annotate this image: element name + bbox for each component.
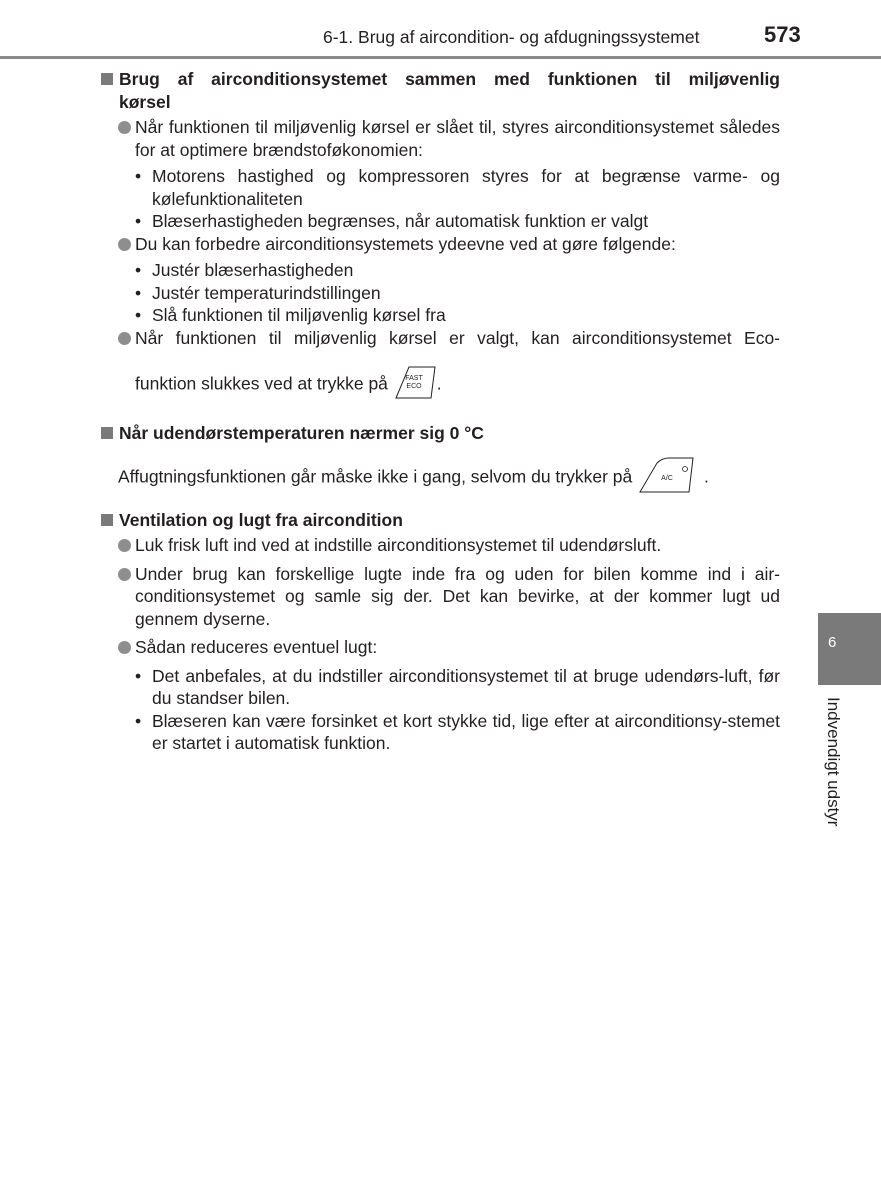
sub-bullet: [135, 282, 780, 305]
item-text: Sådan reduceres eventuel lugt:: [135, 637, 378, 657]
sub-bullet: [135, 165, 780, 210]
bullet-dot-icon: [118, 641, 131, 654]
bullet-dot-icon: [118, 332, 131, 345]
ac-label: A/C: [661, 475, 673, 482]
bullet-text: Justér temperaturindstillingen: [152, 282, 381, 303]
ac-button-icon: [637, 456, 699, 500]
list-item: [117, 116, 780, 161]
paragraph: [118, 456, 780, 500]
bullet-dot-icon: [118, 539, 131, 552]
bullet-text: Blæserhastigheden begrænses, når automatisk funktion er valgt: [152, 211, 649, 231]
bullet-text: Det anbefales, at du indstiller airconditionsystemet til at bruge udendørs-luft, før du standser bilen.: [152, 665, 780, 708]
bullet-icon: •: [135, 282, 142, 303]
list-item: [117, 233, 780, 256]
bullet-text: Slå funktionen til miljøvenlig kørsel fra: [152, 305, 446, 325]
chapter-tab-number: 6: [828, 634, 837, 651]
header-title: 6-1. Brug af aircondition- og afdugningssystemet: [323, 27, 700, 47]
list-item: [117, 636, 780, 659]
section-heading-line: kørsel: [119, 91, 171, 112]
paragraph-text: Affugtningsfunktionen går måske ikke i gang, selvom du trykker på: [118, 466, 633, 487]
section-heading-text: Når udendørstemperaturen nærmer sig 0 °C: [119, 422, 484, 443]
item-text: Under brug kan forskellige lugte inde fra og uden for bilen komme ind i air-conditionsystemet og samle sig der. Det kan bevirke, at der kommer lugt ud gennem dyserne.: [135, 563, 780, 629]
sub-bullet: [135, 710, 780, 755]
item-text: Når funktionen til miljøvenlig kørsel er slået til, styres airconditionsystemet således for at optimere brændstoføkonomien:: [135, 117, 780, 160]
sub-bullet: [135, 665, 780, 710]
list-item: [117, 563, 780, 631]
bullet-dot-icon: [118, 121, 131, 134]
punctuation: .: [704, 466, 709, 487]
list-item: [117, 534, 780, 557]
bullet-text: Motorens hastighed og kompressoren styres for at begrænse varme- og kølefunktionaliteten: [152, 166, 780, 209]
section-heading-ventilation: [100, 509, 780, 532]
fast-eco-button-icon: [393, 365, 437, 405]
section-heading-text: Ventilation og lugt fra aircondition: [119, 509, 403, 530]
bullet-text: Blæseren kan være forsinket et kort stykke tid, lige efter at airconditionsy-stemet er startet i automatisk funktion.: [152, 710, 780, 753]
chapter-tab-label: Indvendigt udstyr: [824, 697, 843, 827]
bullet-dot-icon: [118, 568, 131, 581]
section-square-icon: [101, 514, 113, 526]
section-heading-line: Brug af airconditionsystemet sammen med funktionen til miljøvenlig: [119, 69, 780, 89]
header-divider: [0, 56, 881, 59]
punctuation: .: [436, 373, 442, 394]
item-text: Du kan forbedre airconditionsystemets ydeevne ved at gøre følgende:: [135, 233, 676, 254]
section-square-icon: [101, 427, 113, 439]
bullet-icon: •: [135, 260, 142, 280]
page-number: 573: [764, 22, 801, 47]
fast-eco-label: ECO: [406, 383, 422, 390]
list-item: [117, 327, 780, 405]
fast-eco-label: FAST: [405, 375, 423, 382]
sub-bullet: [135, 210, 780, 233]
sub-bullet: [135, 259, 780, 282]
bullet-icon: •: [135, 166, 142, 186]
bullet-icon: •: [135, 305, 142, 325]
bullet-text: Justér blæserhastigheden: [152, 260, 354, 280]
item-text: funktion slukkes ved at trykke på: [135, 373, 388, 394]
bullet-dot-icon: [118, 238, 131, 251]
section-heading-temperature: [100, 422, 780, 445]
item-text: Luk frisk luft ind ved at indstille airconditionsystemet til udendørsluft.: [135, 535, 662, 555]
sub-bullet: [135, 304, 780, 327]
bullet-icon: •: [135, 211, 142, 231]
section-square-icon: [101, 73, 113, 85]
bullet-icon: •: [135, 665, 142, 686]
page-content: [100, 68, 780, 755]
section-heading-eco: [100, 68, 780, 113]
bullet-icon: •: [135, 710, 142, 731]
item-text: Når funktionen til miljøvenlig kørsel er valgt, kan airconditionsystemet Eco-: [135, 327, 780, 348]
